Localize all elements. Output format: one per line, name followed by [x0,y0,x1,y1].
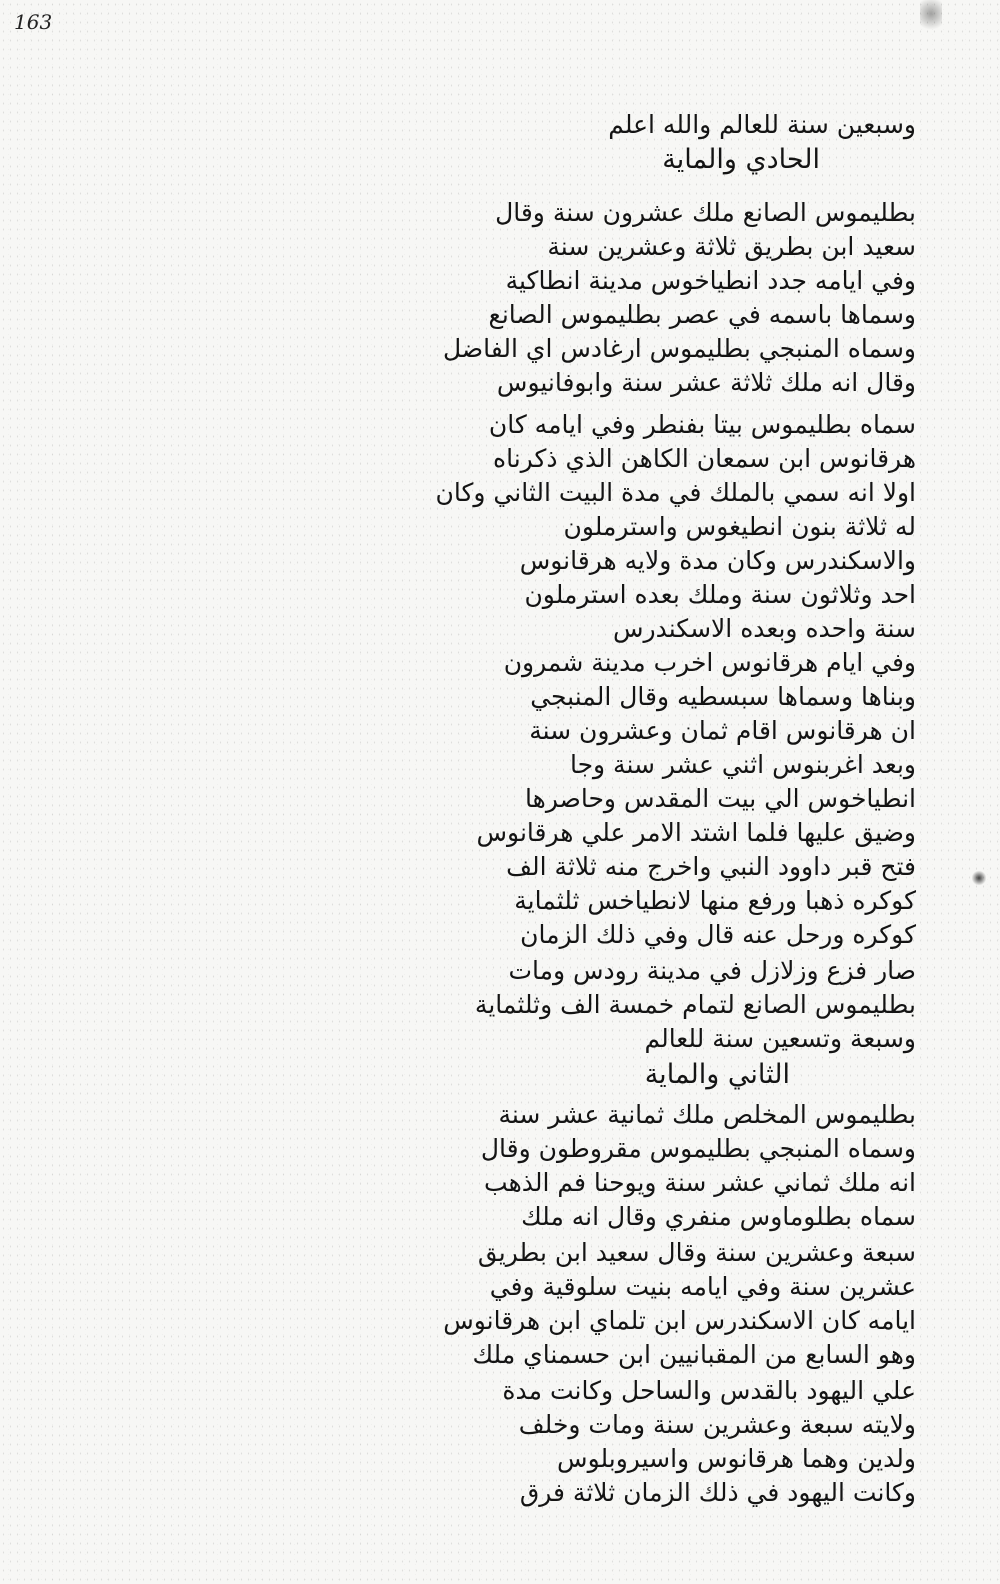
text-line: كوكره ذهبا ورفع منها لانطياخس ثلثماية [514,886,916,915]
text-line: سبعة وعشرين سنة وقال سعيد ابن بطريق [477,1238,916,1267]
text-line: ولايته سبعة وعشرين سنة ومات وخلف [518,1410,916,1439]
text-line: ان هرقانوس اقام ثمان وعشرون سنة [529,716,916,745]
text-line: بطليموس الصانع لتمام خمسة الف وثلثماية [474,990,916,1019]
text-line: سعيد ابن بطريق ثلاثة وعشرين سنة [547,232,916,261]
text-line: ايامه كان الاسكندرس ابن تلماي ابن هرقانوس [443,1306,916,1335]
text-line: ولدين وهما هرقانوس واسيروبلوس [557,1444,916,1473]
text-line: والاسكندرس وكان مدة ولايه هرقانوس [519,546,916,575]
text-line: كوكره ورحل عنه قال وفي ذلك الزمان [520,920,916,949]
text-line: له ثلاثة بنون انطيغوس واسترملون [563,512,916,541]
text-line: وسماها باسمه في عصر بطليموس الصانع [488,300,916,329]
text-line: وبعد اغربنوس اثني عشر سنة وجا [569,750,916,779]
text-line: وقال انه ملك ثلاثة عشر سنة وابوفانيوس [496,368,916,397]
text-line: سماه بطليموس بيتا بفنطر وفي ايامه كان [488,410,916,439]
section-heading-1: الحادي والماية [662,144,820,175]
text-line: وفي ايامه جدد انطياخوس مدينة انطاكية [505,266,916,295]
text-line: صار فزع وزلازل في مدينة رودس ومات [508,956,916,985]
text-line: سنة واحده وبعده الاسكندرس [613,614,916,643]
text-line: سماه بطلوماوس منفري وقال انه ملك [521,1202,916,1231]
text-line: اولا انه سمي بالملك في مدة البيت الثاني وكان [435,478,916,507]
text-line: وسبعة وتسعين سنة للعالم [644,1024,916,1053]
text-line: وهو السابع من المقبانيين ابن حسمناي ملك [472,1340,916,1369]
text-line: انطياخوس الي بيت المقدس وحاصرها [525,784,916,813]
text-line: عشرين سنة وفي ايامه بنيت سلوقية وفي [489,1272,916,1301]
text-line: احد وثلاثون سنة وملك بعده استرملون [524,580,916,609]
intro-line: وسبعين سنة للعالم والله اعلم [608,110,916,139]
text-line: انه ملك ثماني عشر سنة ويوحنا فم الذهب [484,1168,916,1197]
text-line: وسماه المنبجي بطليموس ارغادس اي الفاضل [442,334,916,363]
text-line: فتح قبر داوود النبي واخرج منه ثلاثة الف [506,852,916,881]
text-line: وضيق عليها فلما اشتد الامر علي هرقانوس [476,818,916,847]
text-line: وسماه المنبجي بطليموس مقروطون وقال [480,1134,916,1163]
text-line: بطليموس المخلص ملك ثمانية عشر سنة [498,1100,916,1129]
text-line: علي اليهود بالقدس والساحل وكانت مدة [502,1376,916,1405]
text-line: هرقانوس ابن سمعان الكاهن الذي ذكرناه [493,444,916,473]
text-line: وكانت اليهود في ذلك الزمان ثلاثة فرق [519,1478,916,1507]
section-heading-2: الثاني والماية [644,1059,790,1090]
text-line: وفي ايام هرقانوس اخرب مدينة شمرون [503,648,916,677]
text-line: بطليموس الصانع ملك عشرون سنة وقال [495,198,916,227]
page-number: 163 [14,10,53,34]
text-line: وبناها وسماها سبسطيه وقال المنبجي [530,682,916,711]
